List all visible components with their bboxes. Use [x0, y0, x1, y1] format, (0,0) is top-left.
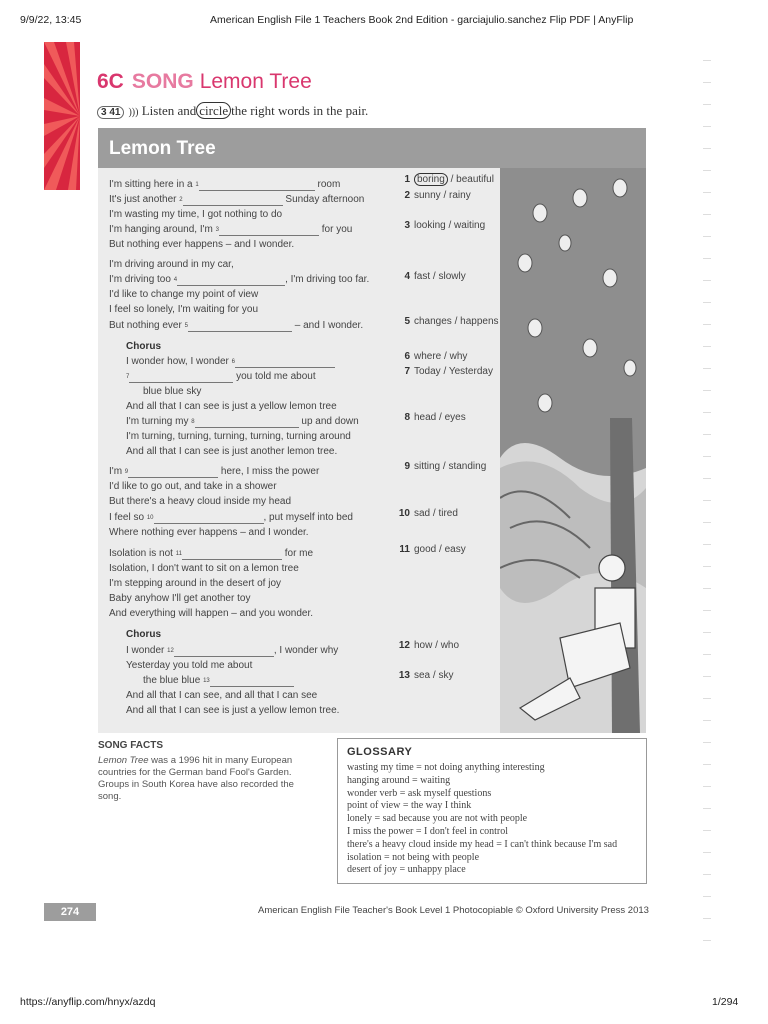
answer-option-a[interactable]: head [414, 412, 437, 423]
margin-tick [703, 434, 711, 435]
answer-pair [396, 412, 466, 424]
lyric-text: , I wonder why [273, 645, 339, 656]
answer-blank[interactable] [188, 322, 292, 332]
lyric-line [126, 356, 335, 368]
answer-blank[interactable] [195, 418, 299, 428]
lyric-text: – and I wonder. [291, 320, 364, 331]
margin-tick [703, 654, 711, 655]
instruction [97, 103, 368, 119]
answer-option-b[interactable]: tired [438, 508, 458, 519]
lemon-tree-illustration [500, 168, 646, 733]
lyric-text: Isolation is not [109, 548, 176, 559]
answer-number: 10 [398, 508, 410, 519]
lyric-text: But there's a heavy cloud inside my head [109, 496, 292, 507]
song-name: Lemon Tree [199, 70, 312, 93]
lyric-text: I'm turning my [126, 416, 192, 427]
answer-blank[interactable] [199, 181, 315, 191]
margin-tick [703, 412, 711, 413]
answer-option-a[interactable]: sitting [414, 461, 441, 472]
answer-number: 13 [398, 670, 410, 681]
gap-number: 3 [215, 227, 219, 233]
answer-option-a[interactable]: looking [414, 220, 446, 231]
margin-tick [703, 764, 711, 765]
answer-separator: / [445, 220, 455, 231]
answer-number: 8 [404, 412, 410, 423]
glossary-item: point of view = the way I think [347, 800, 472, 812]
lyric-text: And all that I can see is just a yellow lemon tree [126, 401, 337, 412]
lyric-text: But nothing ever [109, 320, 185, 331]
lyric-line [109, 481, 277, 493]
margin-tick [703, 808, 711, 809]
answer-option-a[interactable]: sunny [414, 190, 441, 201]
print-page-title: American English File 1 Teachers Book 2nd Edition - garciajulio.sanchez Flip PDF | AnyFlip [210, 14, 634, 26]
answer-option-b[interactable]: Yesterday [448, 366, 493, 377]
lyrics-box-title: Lemon Tree [109, 138, 216, 159]
answer-pair [396, 544, 466, 556]
chorus-label [126, 629, 161, 641]
margin-tick [703, 676, 711, 677]
margin-tick [703, 368, 711, 369]
page-title [97, 70, 312, 94]
lyric-line [143, 675, 294, 687]
audio-track-badge: 3 41 [97, 106, 124, 119]
answer-pair [396, 271, 466, 283]
answer-blank[interactable] [128, 468, 218, 478]
answer-option-a[interactable]: good [414, 544, 437, 555]
answer-pair [396, 461, 486, 473]
lyric-text: for you [319, 224, 353, 235]
glossary-item: lonely = sad because you are not with people [347, 813, 528, 825]
margin-tick [703, 478, 711, 479]
gap-number: 6 [231, 359, 235, 365]
lyric-line [109, 496, 291, 508]
margin-tick [703, 302, 711, 303]
answer-pair [396, 351, 467, 363]
margin-tick [703, 82, 711, 83]
margin-tick [703, 874, 711, 875]
answer-option-a[interactable]: boring [414, 173, 448, 186]
answer-blank[interactable] [183, 196, 283, 206]
answer-separator: / [440, 366, 449, 377]
margin-tick [703, 742, 711, 743]
margin-tick [703, 786, 711, 787]
margin-tick [703, 126, 711, 127]
answer-blank[interactable] [210, 677, 294, 687]
print-datetime: 9/9/22, 13:45 [20, 14, 82, 26]
lyric-text: But nothing ever happens – and I wonder. [109, 239, 295, 250]
answer-option-a[interactable]: Today [414, 366, 441, 377]
answer-option-a[interactable]: sad [414, 508, 431, 519]
margin-tick [703, 500, 711, 501]
chorus-label [126, 341, 161, 353]
margin-tick [703, 698, 711, 699]
gap-number: 12 [167, 648, 174, 654]
answer-option-b[interactable]: slowly [438, 271, 466, 282]
margin-tick [703, 566, 711, 567]
song-facts-body [98, 755, 313, 803]
instruction-before: Listen and [141, 103, 197, 118]
gap-number: 9 [124, 469, 129, 475]
answer-pair [396, 316, 499, 328]
gap-number: 13 [203, 678, 210, 684]
margin-tick [703, 280, 711, 281]
answer-option-b[interactable]: easy [444, 544, 466, 555]
lyric-text: the blue blue [143, 675, 204, 686]
margin-tick [703, 720, 711, 721]
page-number: 274 [44, 903, 96, 921]
margin-tick [703, 940, 711, 941]
answer-option-b[interactable]: happens [460, 316, 499, 327]
lyric-text: And all that I can see, and all that I can see [126, 690, 318, 701]
answer-blank[interactable] [182, 550, 282, 560]
answer-pair [396, 190, 471, 202]
lyric-line [109, 548, 313, 560]
margin-tick [703, 522, 711, 523]
lyric-text: Chorus [126, 629, 161, 640]
answer-separator: / [430, 271, 439, 282]
lyric-text: blue blue sky [143, 386, 202, 397]
lyric-line [109, 209, 282, 221]
lyric-text: I'm sitting here in a [109, 179, 196, 190]
margin-tick [703, 60, 711, 61]
margin-tick [703, 588, 711, 589]
answer-number: 9 [404, 461, 410, 472]
glossary-title: GLOSSARY [347, 746, 413, 758]
margin-tick [703, 544, 711, 545]
lyric-text: I wonder [126, 645, 168, 656]
answer-pair [396, 220, 485, 232]
lyric-text: up and down [298, 416, 359, 427]
margin-tick [703, 346, 711, 347]
answer-number: 12 [398, 640, 410, 651]
answer-option-b[interactable]: sky [438, 670, 454, 681]
margin-tick [703, 896, 711, 897]
answer-blank[interactable] [177, 276, 285, 286]
lyric-text: I'm turning, turning, turning, turning, turning around [126, 431, 351, 442]
lyric-line [126, 705, 339, 717]
lyric-text: Where nothing ever happens – and I wonder. [109, 527, 309, 538]
margin-tick [703, 918, 711, 919]
lyric-line [126, 416, 359, 428]
song-facts-italic: Lemon Tree [98, 755, 149, 766]
section-type: SONG [131, 70, 194, 93]
lyric-text: Isolation, I don't want to sit on a lemon tree [109, 563, 299, 574]
glossary-item: there's a heavy cloud inside my head = I can't think because I'm sad [347, 838, 618, 850]
lyric-line [109, 289, 258, 301]
answer-separator: / [447, 174, 457, 185]
answer-number: 3 [404, 220, 410, 231]
lyric-text: I'm driving around in my car, [109, 259, 234, 270]
answer-number: 2 [404, 190, 410, 201]
answer-option-b[interactable]: standing [448, 461, 487, 472]
answer-separator: / [436, 412, 445, 423]
answer-option-b[interactable]: waiting [454, 220, 486, 231]
lyric-line [126, 431, 351, 443]
answer-option-a[interactable]: where [414, 351, 442, 362]
answer-option-b[interactable]: who [440, 640, 460, 651]
lyric-text: I wonder how, I wonder [126, 356, 232, 367]
lyric-line [109, 527, 309, 539]
lyric-text: I'm stepping around in the desert of joy [109, 578, 282, 589]
lyric-line [109, 304, 258, 316]
answer-pair [396, 174, 494, 186]
answer-option-b[interactable]: eyes [444, 412, 466, 423]
gap-number: 11 [175, 551, 182, 557]
answer-pair [396, 670, 453, 682]
answer-number: 5 [404, 316, 410, 327]
margin-tick [703, 236, 711, 237]
lyric-text: room [314, 179, 341, 190]
lyric-line [109, 179, 340, 191]
answer-option-b[interactable]: why [449, 351, 468, 362]
lyric-line [109, 194, 364, 206]
lyric-text: for me [281, 548, 314, 559]
lyric-text: And all that I can see is just a yellow lemon tree. [126, 705, 340, 716]
answer-separator: / [430, 508, 439, 519]
answer-number: 11 [399, 544, 410, 555]
answer-option-a[interactable]: changes [414, 316, 452, 327]
lyric-text: , I'm driving too far. [285, 274, 370, 285]
gap-number: 2 [179, 197, 183, 203]
copyright-credit: American English File Teacher's Book Level 1 Photocopiable © Oxford University Press 2013 [258, 905, 649, 916]
margin-tick [703, 192, 711, 193]
answer-separator: / [440, 461, 449, 472]
answer-option-a[interactable]: sea [414, 670, 431, 681]
gap-number: 7 [126, 374, 130, 380]
answer-number: 6 [404, 351, 410, 362]
lyric-line [109, 239, 294, 251]
answer-pair [396, 366, 493, 378]
instruction-after: the right words in the pair. [231, 103, 369, 118]
answer-separator: / [441, 351, 450, 362]
lyric-text: It's just another [109, 194, 180, 205]
audio-icon: ))) [128, 107, 139, 118]
gap-number: 10 [146, 515, 154, 521]
lyric-text: I'm hanging around, I'm [109, 224, 216, 235]
answer-blank[interactable] [235, 358, 335, 368]
lyric-line [109, 466, 319, 478]
glossary-item: hanging around = waiting [347, 774, 451, 786]
lyric-text: I'd like to go out, and take in a shower [109, 481, 277, 492]
lyric-text: And all that I can see is just another lemon tree. [126, 446, 338, 457]
lyric-text: And everything will happen – and you wonder. [109, 608, 314, 619]
lyric-line [126, 645, 338, 657]
lyric-line [109, 563, 299, 575]
answer-number: 4 [404, 271, 410, 282]
answer-separator: / [440, 190, 450, 201]
answer-option-a[interactable]: fast [414, 271, 431, 282]
gap-number: 1 [195, 182, 199, 188]
answer-option-b[interactable]: rainy [449, 190, 471, 201]
answer-separator: / [436, 544, 445, 555]
answer-blank[interactable] [219, 226, 319, 236]
lyric-line [126, 401, 337, 413]
lyric-text: I feel so lonely, I'm waiting for you [109, 304, 259, 315]
margin-tick [703, 632, 711, 633]
answer-option-b[interactable]: beautiful [456, 174, 494, 185]
song-facts-title: SONG FACTS [98, 740, 164, 751]
lyric-text: I'm driving too [109, 274, 174, 285]
lyric-text: I'd like to change my point of view [109, 289, 259, 300]
glossary-item: desert of joy = unhappy place [347, 864, 466, 876]
print-page-count: 1/294 [712, 996, 739, 1008]
answer-pair [396, 508, 458, 520]
lyric-text: here, I miss the power [218, 466, 320, 477]
song-facts-text: was a 1996 hit in many European countries for the German band Fool's Garden. Groups in South Korea have also recorded the song. [98, 755, 294, 802]
glossary-item: I miss the power = I don't feel in control [347, 826, 509, 837]
margin-tick [703, 170, 711, 171]
lyric-line [109, 259, 234, 271]
answer-blank[interactable] [154, 514, 264, 524]
answer-number: 1 [404, 174, 410, 185]
margin-tick [703, 456, 711, 457]
lyric-text: you told me about [233, 371, 316, 382]
answer-blank[interactable] [129, 373, 233, 383]
gap-number: 8 [191, 419, 195, 425]
lyric-line [126, 660, 252, 672]
lyric-line [126, 690, 317, 702]
answer-separator: / [430, 670, 439, 681]
lyric-line [109, 512, 353, 524]
margin-tick [703, 852, 711, 853]
answer-number: 7 [404, 366, 410, 377]
lyric-line [143, 386, 201, 398]
section-code: 6C [97, 70, 124, 93]
lyric-line [109, 320, 363, 332]
lyric-line [109, 608, 313, 620]
lyric-line [109, 274, 369, 286]
answer-option-a[interactable]: how [414, 640, 433, 651]
margin-tick [703, 390, 711, 391]
lyric-text: , put myself into bed [263, 512, 353, 523]
lyric-line [109, 593, 250, 605]
margin-tick [703, 324, 711, 325]
margin-tick [703, 214, 711, 215]
lyric-text: Chorus [126, 341, 161, 352]
lyric-line [109, 224, 352, 236]
lyric-line [126, 371, 316, 383]
answer-pair [396, 640, 459, 652]
answer-separator: / [451, 316, 461, 327]
sunburst-decoration [44, 42, 80, 190]
print-url: https://anyflip.com/hnyx/azdq [20, 996, 156, 1008]
lyric-text: Baby anyhow I'll get another toy [109, 593, 251, 604]
glossary-item: wonder verb = ask myself questions [347, 787, 492, 799]
lyric-text: Yesterday you told me about [126, 660, 253, 671]
answer-blank[interactable] [174, 647, 274, 657]
margin-tick [703, 610, 711, 611]
margin-tick [703, 148, 711, 149]
gap-number: 4 [173, 277, 178, 283]
answer-separator: / [432, 640, 441, 651]
lyric-line [126, 446, 337, 458]
instruction-circled: circle [196, 102, 231, 119]
glossary-item: wasting my time = not doing anything interesting [347, 762, 545, 773]
lyric-text: I'm wasting my time, I got nothing to do [109, 209, 283, 220]
margin-tick [703, 830, 711, 831]
lyric-text: I'm [109, 466, 125, 477]
lyric-text: Sunday afternoon [282, 194, 365, 205]
lyric-text: I feel so [109, 512, 147, 523]
lyric-line [109, 578, 281, 590]
gap-number: 5 [184, 323, 188, 329]
margin-tick [703, 258, 711, 259]
glossary-item: isolation = not being with people [347, 851, 480, 863]
margin-tick [703, 104, 711, 105]
